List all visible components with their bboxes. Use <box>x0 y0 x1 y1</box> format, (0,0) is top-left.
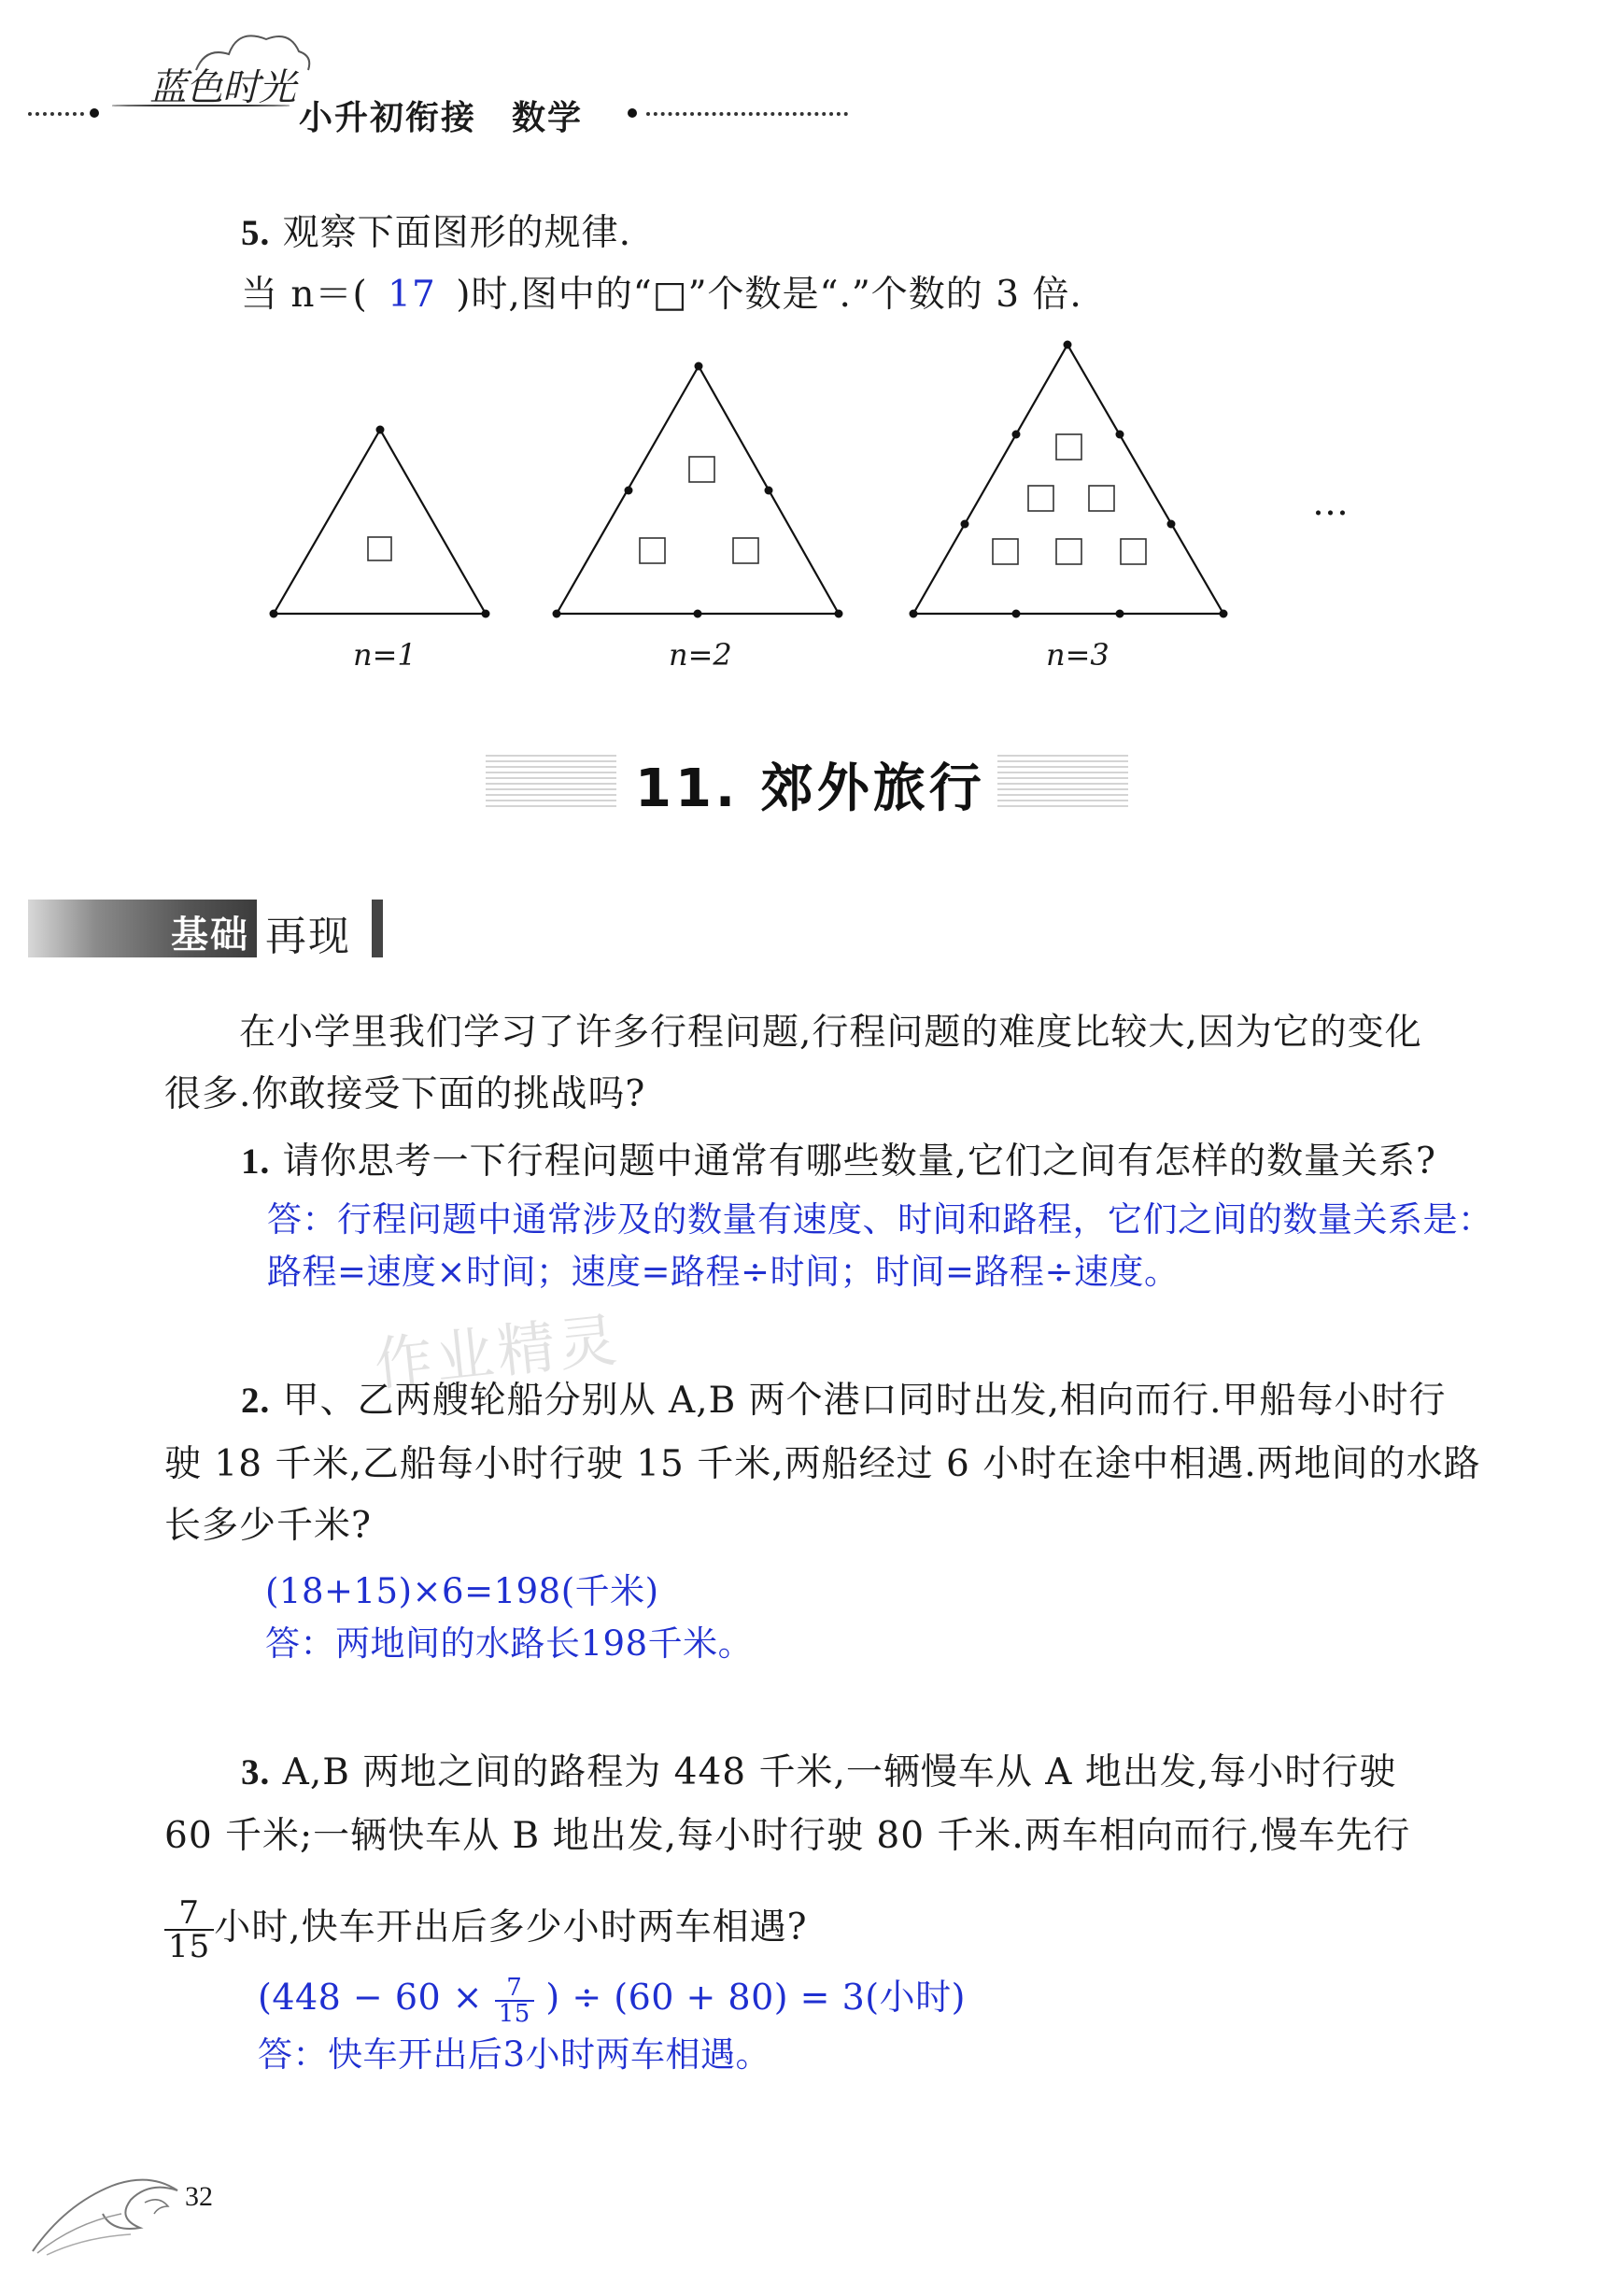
figure-ellipsis: … <box>1312 482 1350 524</box>
triangle-n2 <box>557 366 839 614</box>
dot-marker <box>270 610 278 618</box>
dot-marker <box>835 610 843 618</box>
question-text: 甲、乙两艘轮船分别从 A,B 两个港口同时出发,相向而行.甲船每小时行 <box>282 1380 1447 1422</box>
dot-marker <box>1012 610 1021 618</box>
figure-label-n1: n=1 <box>353 637 417 673</box>
q3-answer-line1 <box>258 1971 966 2026</box>
basics-banner-end-bar <box>372 900 383 957</box>
question2-line2: 驶 18 千米,乙船每小时行驶 15 千米,两船经过 6 小时在途中相遇.两地间的水路 <box>164 1443 1481 1485</box>
dot-marker <box>482 610 490 618</box>
dot-marker <box>765 487 773 495</box>
square-marker <box>1121 539 1146 564</box>
q1-answer-line1: 答：行程问题中通常涉及的数量有速度、时间和路程，它们之间的数量关系是： <box>267 1199 1493 1240</box>
dot-marker <box>553 610 561 618</box>
page-number: 32 <box>185 2181 213 2212</box>
q2-answer-line1: (18+15)×6=198(千米) <box>265 1571 659 1611</box>
basics-banner <box>28 900 257 957</box>
problem-text: 当 n＝( <box>241 274 368 316</box>
figure-label-n2: n=2 <box>669 637 732 673</box>
dot-marker <box>1116 610 1124 618</box>
basics-banner-light-label: 再现 <box>265 913 351 960</box>
question-number: 2. <box>241 1381 271 1421</box>
dot-marker <box>910 610 918 618</box>
brand-underline <box>112 105 290 106</box>
header-bullet-right <box>628 108 637 118</box>
triangle-n3 <box>913 345 1223 614</box>
brand-logo: 蓝色时光 <box>149 66 295 109</box>
header-dotted-rule-right <box>646 112 848 116</box>
question-number: 3. <box>241 1752 271 1793</box>
answer-expression-start: (448 − 60 × <box>258 1977 484 2018</box>
section-heading-stripes-right <box>997 755 1128 807</box>
watermark: 作业精灵 <box>371 1305 624 1399</box>
section-title: 11. 郊外旅行 <box>635 758 985 819</box>
section-heading-stripes-left <box>486 755 616 807</box>
q3-answer-line2: 答：快车开出后3小时两车相遇。 <box>258 2034 771 2075</box>
problem-text: 观察下面图形的规律. <box>282 212 632 254</box>
intro-line2: 很多.你敢接受下面的挑战吗? <box>164 1073 646 1115</box>
fraction-numerator: 7 <box>495 1976 534 2002</box>
q1-answer-line2: 路程=速度×时间；速度=路程÷时间；时间=路程÷速度。 <box>267 1252 1180 1292</box>
answer-fraction <box>495 1973 534 2028</box>
dot-marker <box>961 520 969 529</box>
q2-answer-line2: 答：两地间的水路长198千米。 <box>265 1623 754 1664</box>
dot-marker <box>694 610 702 618</box>
square-marker <box>640 538 665 563</box>
question3-line3 <box>164 1896 808 1963</box>
figure-label-n3: n=3 <box>1046 637 1109 673</box>
fraction-numerator: 7 <box>164 1897 214 1931</box>
square-marker <box>993 539 1018 564</box>
problem5-line1 <box>241 202 631 265</box>
question3-line2: 60 千米;一辆快车从 B 地出发,每小时行驶 80 千米.两车相向而行,慢车先行 <box>164 1815 1411 1857</box>
fraction-denominator: 15 <box>168 1928 211 1965</box>
question-number: 1. <box>241 1141 271 1182</box>
square-marker <box>1056 434 1081 460</box>
question-text: 小时,快车开出后多少小时两车相遇? <box>214 1906 808 1949</box>
intro-line1: 在小学里我们学习了许多行程问题,行程问题的难度比较大,因为它的变化 <box>239 1012 1422 1054</box>
dot-marker <box>1167 520 1176 529</box>
basics-banner-dark-label: 基础 <box>171 914 249 957</box>
header-bullet-left <box>90 108 99 118</box>
question2-line1 <box>241 1369 1446 1433</box>
square-marker <box>689 457 714 482</box>
square-marker <box>733 538 758 563</box>
question2-line3: 长多少千米? <box>164 1505 372 1547</box>
square-marker <box>1028 486 1053 511</box>
problem5-line2 <box>241 263 1082 327</box>
question-text: 请你思考一下行程问题中通常有哪些数量,它们之间有怎样的数量关系? <box>282 1141 1436 1183</box>
wave-decoration-icon <box>28 2148 187 2261</box>
problem-number: 5. <box>241 213 271 253</box>
dot-marker <box>1220 610 1228 618</box>
dot-marker <box>1012 431 1021 439</box>
dot-marker <box>1116 431 1124 439</box>
square-marker <box>1056 539 1081 564</box>
square-marker <box>368 537 391 560</box>
question-text: A,B 两地之间的路程为 448 千米,一辆慢车从 A 地出发,每小时行驶 <box>282 1751 1397 1793</box>
dot-marker <box>376 426 385 434</box>
square-marker <box>1089 486 1114 511</box>
answer-expression-end: ) ÷ (60 + 80) = 3(小时) <box>545 1977 966 2018</box>
problem-text: )时,图中的“□”个数是“.”个数的 3 倍. <box>456 274 1082 316</box>
answer-value: 17 <box>388 274 436 316</box>
triangle-n1 <box>274 430 486 614</box>
dot-marker <box>1064 341 1072 349</box>
question3-line1 <box>241 1741 1396 1805</box>
dot-marker <box>625 487 633 495</box>
header-dotted-rule-left <box>28 112 84 116</box>
fraction <box>164 1894 214 1965</box>
header-title: 小升初衔接 数学 <box>299 98 584 137</box>
triangle-pattern-figure <box>261 332 1364 687</box>
question1 <box>241 1130 1436 1194</box>
dot-marker <box>695 362 703 371</box>
fraction-denominator: 15 <box>498 1999 530 2028</box>
